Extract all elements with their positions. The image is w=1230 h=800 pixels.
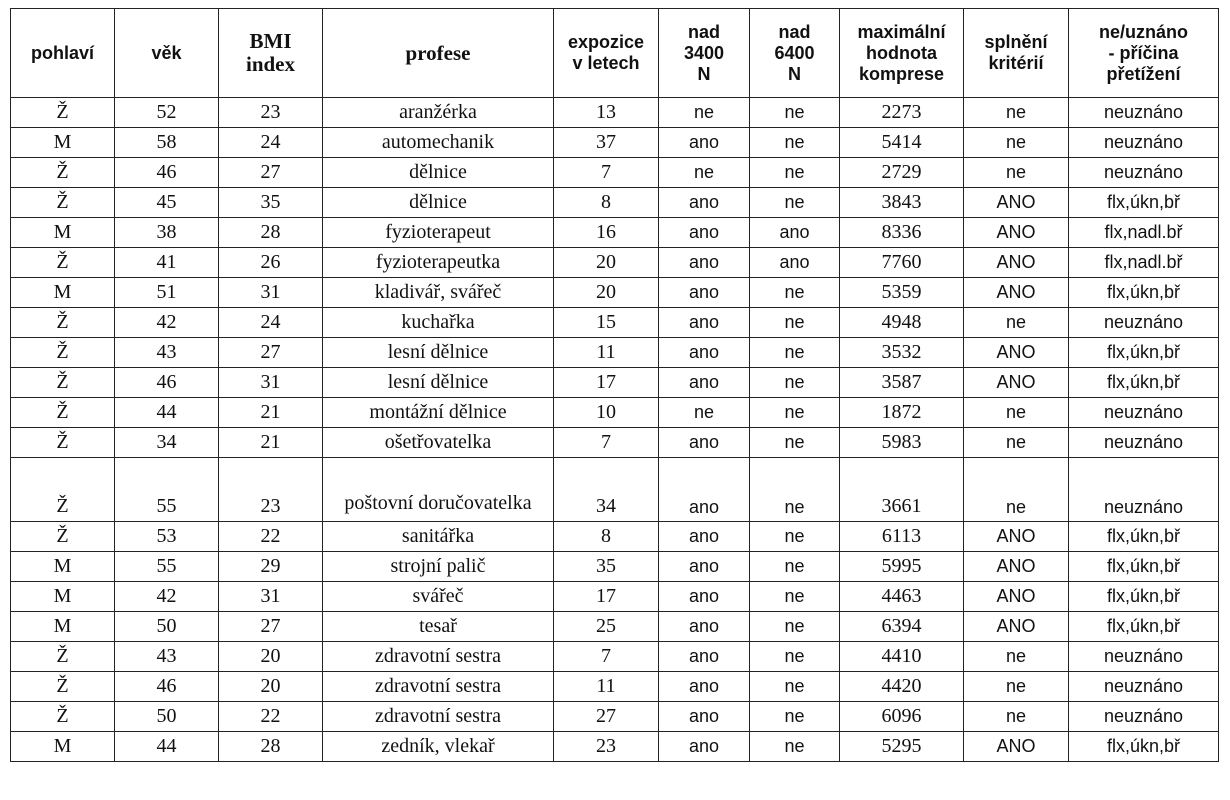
cell-profese: dělnice bbox=[323, 188, 554, 218]
header-line: splnění bbox=[984, 32, 1048, 52]
cell-profese: svářeč bbox=[323, 582, 554, 612]
cell-komprese: 4463 bbox=[840, 582, 964, 612]
table-row bbox=[11, 428, 1219, 458]
cell-nad-6400: ne bbox=[750, 128, 840, 158]
cell-vek: 58 bbox=[115, 128, 219, 158]
cell-uznani: flx,úkn,bř bbox=[1069, 368, 1219, 398]
cell-nad-3400: ano bbox=[659, 522, 750, 552]
cell-profese: dělnice bbox=[323, 158, 554, 188]
header-max-komprese bbox=[840, 9, 964, 98]
cell-splneni: ne bbox=[964, 98, 1069, 128]
cell-bmi: 28 bbox=[219, 218, 323, 248]
cell-nad-3400: ano bbox=[659, 218, 750, 248]
cell-expozice: 35 bbox=[554, 552, 659, 582]
cell-expozice: 20 bbox=[554, 278, 659, 308]
cell-nad-6400: ne bbox=[750, 732, 840, 762]
cell-expozice: 17 bbox=[554, 368, 659, 398]
cell-pohlavi: Ž bbox=[11, 458, 115, 522]
cell-uznani: flx,úkn,bř bbox=[1069, 522, 1219, 552]
cell-komprese: 4948 bbox=[840, 308, 964, 338]
cell-komprese: 5414 bbox=[840, 128, 964, 158]
header-line: věk bbox=[151, 42, 182, 63]
cell-nad-6400: ne bbox=[750, 642, 840, 672]
cell-nad-3400: ne bbox=[659, 98, 750, 128]
cell-expozice: 15 bbox=[554, 308, 659, 338]
cell-profese: ošetřovatelka bbox=[323, 428, 554, 458]
cell-pohlavi: Ž bbox=[11, 158, 115, 188]
cell-vek: 38 bbox=[115, 218, 219, 248]
cell-profese: lesní dělnice bbox=[323, 338, 554, 368]
cell-vek: 41 bbox=[115, 248, 219, 278]
cell-pohlavi: Ž bbox=[11, 642, 115, 672]
cell-nad-6400: ne bbox=[750, 458, 840, 522]
cell-nad-6400: ne bbox=[750, 278, 840, 308]
cell-splneni: ANO bbox=[964, 732, 1069, 762]
cell-bmi: 27 bbox=[219, 612, 323, 642]
header-line: - příčina bbox=[1108, 42, 1179, 63]
cell-nad-6400: ne bbox=[750, 672, 840, 702]
header-line: index bbox=[245, 52, 295, 76]
table-row bbox=[11, 458, 1219, 522]
cell-nad-3400: ano bbox=[659, 582, 750, 612]
cell-nad-6400: ano bbox=[750, 218, 840, 248]
cell-profese: zdravotní sestra bbox=[323, 642, 554, 672]
cell-splneni: ne bbox=[964, 702, 1069, 732]
cell-bmi: 31 bbox=[219, 368, 323, 398]
cell-nad-3400: ano bbox=[659, 642, 750, 672]
cell-komprese: 3661 bbox=[840, 458, 964, 522]
header-line: v letech bbox=[572, 53, 640, 73]
cell-pohlavi: Ž bbox=[11, 308, 115, 338]
cell-expozice: 20 bbox=[554, 248, 659, 278]
cell-komprese: 2729 bbox=[840, 158, 964, 188]
cell-nad-3400: ano bbox=[659, 672, 750, 702]
cell-splneni: ANO bbox=[964, 522, 1069, 552]
cell-komprese: 2273 bbox=[840, 98, 964, 128]
cell-nad-6400: ano bbox=[750, 248, 840, 278]
cell-expozice: 11 bbox=[554, 338, 659, 368]
cell-splneni: ANO bbox=[964, 368, 1069, 398]
cell-uznani: neuznáno bbox=[1069, 702, 1219, 732]
cell-profese: fyzioterapeut bbox=[323, 218, 554, 248]
cell-nad-6400: ne bbox=[750, 612, 840, 642]
table-row bbox=[11, 582, 1219, 612]
cell-uznani: flx,nadl.bř bbox=[1069, 218, 1219, 248]
cell-nad-3400: ano bbox=[659, 278, 750, 308]
table-row bbox=[11, 308, 1219, 338]
cell-bmi: 24 bbox=[219, 128, 323, 158]
cell-nad-6400: ne bbox=[750, 522, 840, 552]
cell-splneni: ANO bbox=[964, 612, 1069, 642]
cell-splneni: ne bbox=[964, 158, 1069, 188]
cell-profese: lesní dělnice bbox=[323, 368, 554, 398]
cell-nad-3400: ne bbox=[659, 398, 750, 428]
cell-splneni: ne bbox=[964, 428, 1069, 458]
cell-nad-6400: ne bbox=[750, 552, 840, 582]
table-row bbox=[11, 218, 1219, 248]
cell-vek: 55 bbox=[115, 458, 219, 522]
cell-splneni: ne bbox=[964, 308, 1069, 338]
cell-bmi: 22 bbox=[219, 522, 323, 552]
cell-vek: 43 bbox=[115, 642, 219, 672]
cell-splneni: ne bbox=[964, 642, 1069, 672]
cell-komprese: 4410 bbox=[840, 642, 964, 672]
cell-nad-6400: ne bbox=[750, 98, 840, 128]
cell-vek: 42 bbox=[115, 308, 219, 338]
table-row bbox=[11, 188, 1219, 218]
cell-splneni: ANO bbox=[964, 338, 1069, 368]
table-row bbox=[11, 158, 1219, 188]
cell-bmi: 31 bbox=[219, 582, 323, 612]
cell-expozice: 8 bbox=[554, 522, 659, 552]
cell-bmi: 20 bbox=[219, 672, 323, 702]
cell-splneni: ANO bbox=[964, 582, 1069, 612]
cell-expozice: 7 bbox=[554, 428, 659, 458]
cell-uznani: flx,úkn,bř bbox=[1069, 338, 1219, 368]
cell-nad-6400: ne bbox=[750, 702, 840, 732]
cell-uznani: neuznáno bbox=[1069, 128, 1219, 158]
cell-nad-3400: ano bbox=[659, 248, 750, 278]
cell-profese: kladivář, svářeč bbox=[323, 278, 554, 308]
cell-profese: zedník, vlekař bbox=[323, 732, 554, 762]
cell-pohlavi: Ž bbox=[11, 248, 115, 278]
cell-komprese: 1872 bbox=[840, 398, 964, 428]
cell-splneni: ne bbox=[964, 458, 1069, 522]
cell-pohlavi: Ž bbox=[11, 338, 115, 368]
cell-expozice: 7 bbox=[554, 642, 659, 672]
cell-splneni: ne bbox=[964, 672, 1069, 702]
header-line: nad bbox=[778, 21, 811, 42]
table-row bbox=[11, 552, 1219, 582]
cell-nad-6400: ne bbox=[750, 338, 840, 368]
cell-pohlavi: M bbox=[11, 128, 115, 158]
header-line: expozice bbox=[567, 32, 645, 52]
cell-komprese: 5995 bbox=[840, 552, 964, 582]
header-line: profese bbox=[405, 40, 471, 65]
cell-nad-3400: ano bbox=[659, 612, 750, 642]
cell-vek: 44 bbox=[115, 398, 219, 428]
cell-komprese: 5359 bbox=[840, 278, 964, 308]
cell-profese: zdravotní sestra bbox=[323, 702, 554, 732]
table-row bbox=[11, 702, 1219, 732]
cell-vek: 42 bbox=[115, 582, 219, 612]
cell-uznani: neuznáno bbox=[1069, 308, 1219, 338]
cell-nad-6400: ne bbox=[750, 398, 840, 428]
table-body bbox=[11, 98, 1219, 762]
cell-expozice: 17 bbox=[554, 582, 659, 612]
cell-nad-6400: ne bbox=[750, 308, 840, 338]
cell-nad-3400: ano bbox=[659, 308, 750, 338]
cell-pohlavi: M bbox=[11, 612, 115, 642]
cell-nad-6400: ne bbox=[750, 368, 840, 398]
cell-vek: 45 bbox=[115, 188, 219, 218]
cell-vek: 46 bbox=[115, 158, 219, 188]
header-line: maximální bbox=[857, 21, 946, 42]
header-line: N bbox=[697, 63, 711, 84]
cell-expozice: 11 bbox=[554, 672, 659, 702]
header-row bbox=[11, 9, 1219, 98]
cell-pohlavi: Ž bbox=[11, 428, 115, 458]
header-line: kritérií bbox=[988, 53, 1044, 73]
cell-uznani: neuznáno bbox=[1069, 398, 1219, 428]
table-row bbox=[11, 672, 1219, 702]
table-row bbox=[11, 98, 1219, 128]
cell-nad-3400: ano bbox=[659, 732, 750, 762]
table-row bbox=[11, 248, 1219, 278]
cell-profese: strojní palič bbox=[323, 552, 554, 582]
cell-nad-6400: ne bbox=[750, 188, 840, 218]
table-row bbox=[11, 128, 1219, 158]
cell-uznani: neuznáno bbox=[1069, 428, 1219, 458]
header-line: 3400 bbox=[683, 42, 725, 63]
cell-komprese: 5295 bbox=[840, 732, 964, 762]
cell-bmi: 28 bbox=[219, 732, 323, 762]
cell-bmi: 35 bbox=[219, 188, 323, 218]
data-table bbox=[10, 8, 1219, 762]
cell-bmi: 20 bbox=[219, 642, 323, 672]
cell-pohlavi: M bbox=[11, 218, 115, 248]
cell-expozice: 16 bbox=[554, 218, 659, 248]
header-line: nad bbox=[687, 21, 720, 42]
cell-splneni: ANO bbox=[964, 248, 1069, 278]
header-uznani bbox=[1069, 9, 1219, 98]
cell-vek: 44 bbox=[115, 732, 219, 762]
cell-bmi: 31 bbox=[219, 278, 323, 308]
cell-pohlavi: Ž bbox=[11, 702, 115, 732]
cell-vek: 53 bbox=[115, 522, 219, 552]
cell-profese: tesař bbox=[323, 612, 554, 642]
cell-pohlavi: M bbox=[11, 552, 115, 582]
cell-nad-3400: ne bbox=[659, 158, 750, 188]
cell-profese: aranžérka bbox=[323, 98, 554, 128]
cell-komprese: 3843 bbox=[840, 188, 964, 218]
cell-expozice: 7 bbox=[554, 158, 659, 188]
cell-pohlavi: Ž bbox=[11, 672, 115, 702]
cell-bmi: 27 bbox=[219, 158, 323, 188]
cell-bmi: 24 bbox=[219, 308, 323, 338]
table-row bbox=[11, 732, 1219, 762]
header-line: přetížení bbox=[1106, 63, 1181, 84]
header-line: komprese bbox=[858, 63, 945, 84]
header-line: BMI bbox=[249, 29, 292, 53]
cell-expozice: 25 bbox=[554, 612, 659, 642]
table-row bbox=[11, 612, 1219, 642]
cell-vek: 46 bbox=[115, 672, 219, 702]
cell-komprese: 3532 bbox=[840, 338, 964, 368]
cell-pohlavi: Ž bbox=[11, 522, 115, 552]
cell-pohlavi: M bbox=[11, 732, 115, 762]
cell-expozice: 34 bbox=[554, 458, 659, 522]
cell-nad-3400: ano bbox=[659, 552, 750, 582]
cell-nad-3400: ano bbox=[659, 458, 750, 522]
cell-nad-6400: ne bbox=[750, 158, 840, 188]
cell-expozice: 23 bbox=[554, 732, 659, 762]
cell-uznani: flx,úkn,bř bbox=[1069, 552, 1219, 582]
cell-nad-3400: ano bbox=[659, 338, 750, 368]
cell-profese: automechanik bbox=[323, 128, 554, 158]
cell-expozice: 27 bbox=[554, 702, 659, 732]
cell-splneni: ne bbox=[964, 398, 1069, 428]
cell-bmi: 22 bbox=[219, 702, 323, 732]
header-line: hodnota bbox=[866, 42, 937, 63]
cell-pohlavi: M bbox=[11, 278, 115, 308]
cell-bmi: 29 bbox=[219, 552, 323, 582]
cell-profese: kuchařka bbox=[323, 308, 554, 338]
cell-komprese: 6096 bbox=[840, 702, 964, 732]
cell-expozice: 10 bbox=[554, 398, 659, 428]
cell-uznani: flx,úkn,bř bbox=[1069, 188, 1219, 218]
header-splneni-kriterii bbox=[964, 9, 1069, 98]
table-row bbox=[11, 398, 1219, 428]
cell-profese: sanitářka bbox=[323, 522, 554, 552]
table-header bbox=[11, 9, 1219, 98]
cell-komprese: 7760 bbox=[840, 248, 964, 278]
cell-uznani: neuznáno bbox=[1069, 642, 1219, 672]
header-line: N bbox=[788, 63, 801, 84]
cell-splneni: ne bbox=[964, 128, 1069, 158]
header-nad-6400 bbox=[750, 9, 840, 98]
cell-uznani: flx,úkn,bř bbox=[1069, 278, 1219, 308]
cell-bmi: 21 bbox=[219, 398, 323, 428]
table-row bbox=[11, 522, 1219, 552]
cell-bmi: 26 bbox=[219, 248, 323, 278]
cell-pohlavi: Ž bbox=[11, 398, 115, 428]
table-row bbox=[11, 338, 1219, 368]
cell-bmi: 21 bbox=[219, 428, 323, 458]
cell-splneni: ANO bbox=[964, 218, 1069, 248]
cell-vek: 52 bbox=[115, 98, 219, 128]
cell-vek: 34 bbox=[115, 428, 219, 458]
header-expozice bbox=[554, 9, 659, 98]
cell-nad-3400: ano bbox=[659, 428, 750, 458]
cell-vek: 55 bbox=[115, 552, 219, 582]
cell-pohlavi: M bbox=[11, 582, 115, 612]
cell-pohlavi: Ž bbox=[11, 188, 115, 218]
cell-splneni: ANO bbox=[964, 188, 1069, 218]
header-line: pohlaví bbox=[30, 42, 94, 63]
cell-profese: zdravotní sestra bbox=[323, 672, 554, 702]
cell-expozice: 8 bbox=[554, 188, 659, 218]
cell-vek: 43 bbox=[115, 338, 219, 368]
cell-komprese: 5983 bbox=[840, 428, 964, 458]
cell-vek: 50 bbox=[115, 612, 219, 642]
cell-nad-6400: ne bbox=[750, 428, 840, 458]
cell-komprese: 6113 bbox=[840, 522, 964, 552]
cell-nad-3400: ano bbox=[659, 188, 750, 218]
cell-uznani: flx,úkn,bř bbox=[1069, 582, 1219, 612]
cell-nad-6400: ne bbox=[750, 582, 840, 612]
cell-uznani: neuznáno bbox=[1069, 98, 1219, 128]
cell-bmi: 27 bbox=[219, 338, 323, 368]
header-vek bbox=[115, 9, 219, 98]
cell-profese: poštovní doručovatelka bbox=[323, 458, 554, 522]
header-line: 6400 bbox=[774, 42, 815, 63]
cell-bmi: 23 bbox=[219, 98, 323, 128]
cell-komprese: 8336 bbox=[840, 218, 964, 248]
cell-uznani: neuznáno bbox=[1069, 458, 1219, 522]
cell-nad-3400: ano bbox=[659, 368, 750, 398]
cell-bmi: 23 bbox=[219, 458, 323, 522]
cell-uznani: flx,úkn,bř bbox=[1069, 732, 1219, 762]
cell-expozice: 13 bbox=[554, 98, 659, 128]
cell-uznani: flx,úkn,bř bbox=[1069, 612, 1219, 642]
cell-nad-3400: ano bbox=[659, 702, 750, 732]
header-profese bbox=[323, 9, 554, 98]
cell-vek: 51 bbox=[115, 278, 219, 308]
cell-komprese: 4420 bbox=[840, 672, 964, 702]
cell-uznani: flx,nadl.bř bbox=[1069, 248, 1219, 278]
cell-komprese: 3587 bbox=[840, 368, 964, 398]
cell-splneni: ANO bbox=[964, 278, 1069, 308]
cell-profese: fyzioterapeutka bbox=[323, 248, 554, 278]
cell-pohlavi: Ž bbox=[11, 368, 115, 398]
cell-profese: montážní dělnice bbox=[323, 398, 554, 428]
header-nad-3400 bbox=[659, 9, 750, 98]
cell-uznani: neuznáno bbox=[1069, 672, 1219, 702]
table-row bbox=[11, 278, 1219, 308]
table-row bbox=[11, 642, 1219, 672]
header-bmi-index bbox=[219, 9, 323, 98]
header-pohlavi bbox=[11, 9, 115, 98]
header-line: ne/uznáno bbox=[1099, 21, 1188, 42]
cell-nad-3400: ano bbox=[659, 128, 750, 158]
cell-vek: 46 bbox=[115, 368, 219, 398]
cell-vek: 50 bbox=[115, 702, 219, 732]
table-row bbox=[11, 368, 1219, 398]
cell-komprese: 6394 bbox=[840, 612, 964, 642]
cell-uznani: neuznáno bbox=[1069, 158, 1219, 188]
cell-expozice: 37 bbox=[554, 128, 659, 158]
cell-splneni: ANO bbox=[964, 552, 1069, 582]
cell-pohlavi: Ž bbox=[11, 98, 115, 128]
